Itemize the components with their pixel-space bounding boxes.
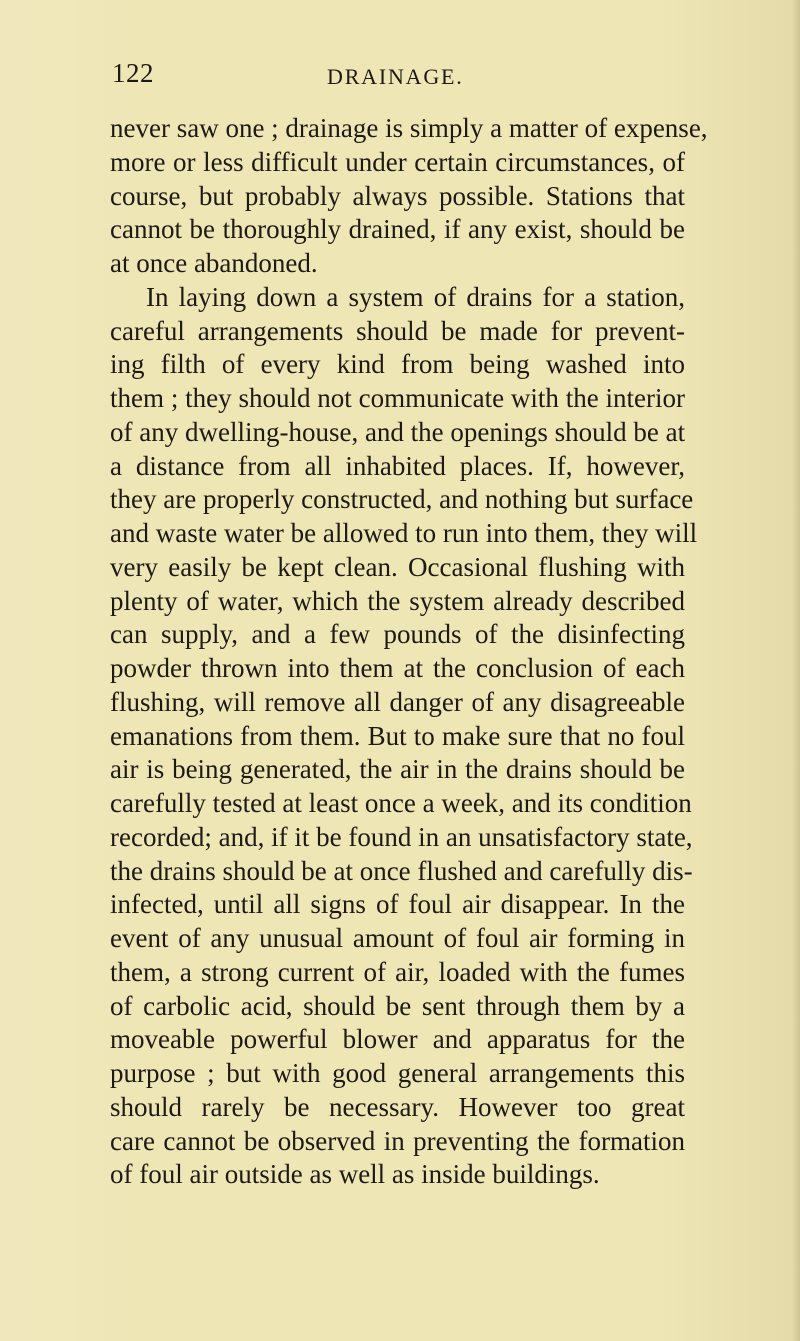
text-line: very easily be kept clean. Occasional flushing with	[110, 551, 685, 582]
text-line: of carbolic acid, should be sent through them by a	[110, 990, 685, 1021]
page-number: 122	[112, 58, 154, 88]
final-text-line: of foul air outside as well as inside buildings.	[110, 1159, 600, 1190]
body-text	[110, 112, 708, 1192]
text-line: recorded; and, if it be found in an unsatisfactory state,	[110, 821, 693, 852]
text-line: event of any unusual amount of foul air forming in	[110, 923, 685, 953]
text-line: a distance from all inhabited places. If, however,	[110, 450, 685, 481]
text-line: plenty of water, which the system already described	[110, 585, 685, 616]
text-line: the drains should be at once flushed and carefully dis-	[110, 855, 693, 886]
text-line: cannot be thoroughly drained, if any exist, should be	[110, 214, 685, 245]
text-line: should rarely be necessary. However too great	[110, 1091, 685, 1122]
text-line: them ; they should not communicate with the interior	[110, 383, 685, 413]
text-line: purpose ; but with good general arrangements this	[110, 1058, 685, 1088]
text-line: air is being generated, the air in the drains should be	[110, 754, 685, 785]
text-line: them, a strong current of air, loaded with the fumes	[110, 956, 685, 987]
page-header	[112, 58, 732, 94]
text-line: ing filth of every kind from being washed into	[110, 349, 685, 380]
text-line: they are properly constructed, and nothing but surface	[110, 484, 694, 515]
text-line: careful arrangements should be made for prevent-	[110, 315, 685, 346]
text-line: moveable powerful blower and apparatus for the	[110, 1024, 685, 1055]
text-line: flushing, will remove all danger of any disagreeable	[110, 686, 685, 717]
text-line: course, but probably always possible. Stations that	[110, 180, 685, 211]
page-edge-shadow	[792, 0, 800, 1341]
text-line: and waste water be allowed to run into them, they will	[110, 518, 698, 548]
text-line: care cannot be observed in preventing the formation	[110, 1125, 685, 1156]
text-line: emanations from them. But to make sure that no foul	[110, 720, 685, 751]
paragraph-start-line: In laying down a system of drains for a station,	[146, 281, 685, 312]
text-line: more or less difficult under certain circumstances, of	[110, 146, 685, 177]
running-head: DRAINAGE.	[327, 64, 464, 89]
text-line: infected, until all signs of foul air disappear. In the	[110, 889, 685, 920]
text-line: never saw one ; drainage is simply a matter of expense,	[110, 113, 708, 143]
text-line: of any dwelling-house, and the openings should be at	[110, 416, 686, 447]
text-line: carefully tested at least once a week, and its condition	[110, 788, 692, 818]
paragraph-end-line: at once abandoned.	[110, 248, 318, 278]
text-line: powder thrown into them at the conclusion of each	[110, 653, 685, 683]
text-line: can supply, and a few pounds of the disinfecting	[110, 619, 685, 650]
